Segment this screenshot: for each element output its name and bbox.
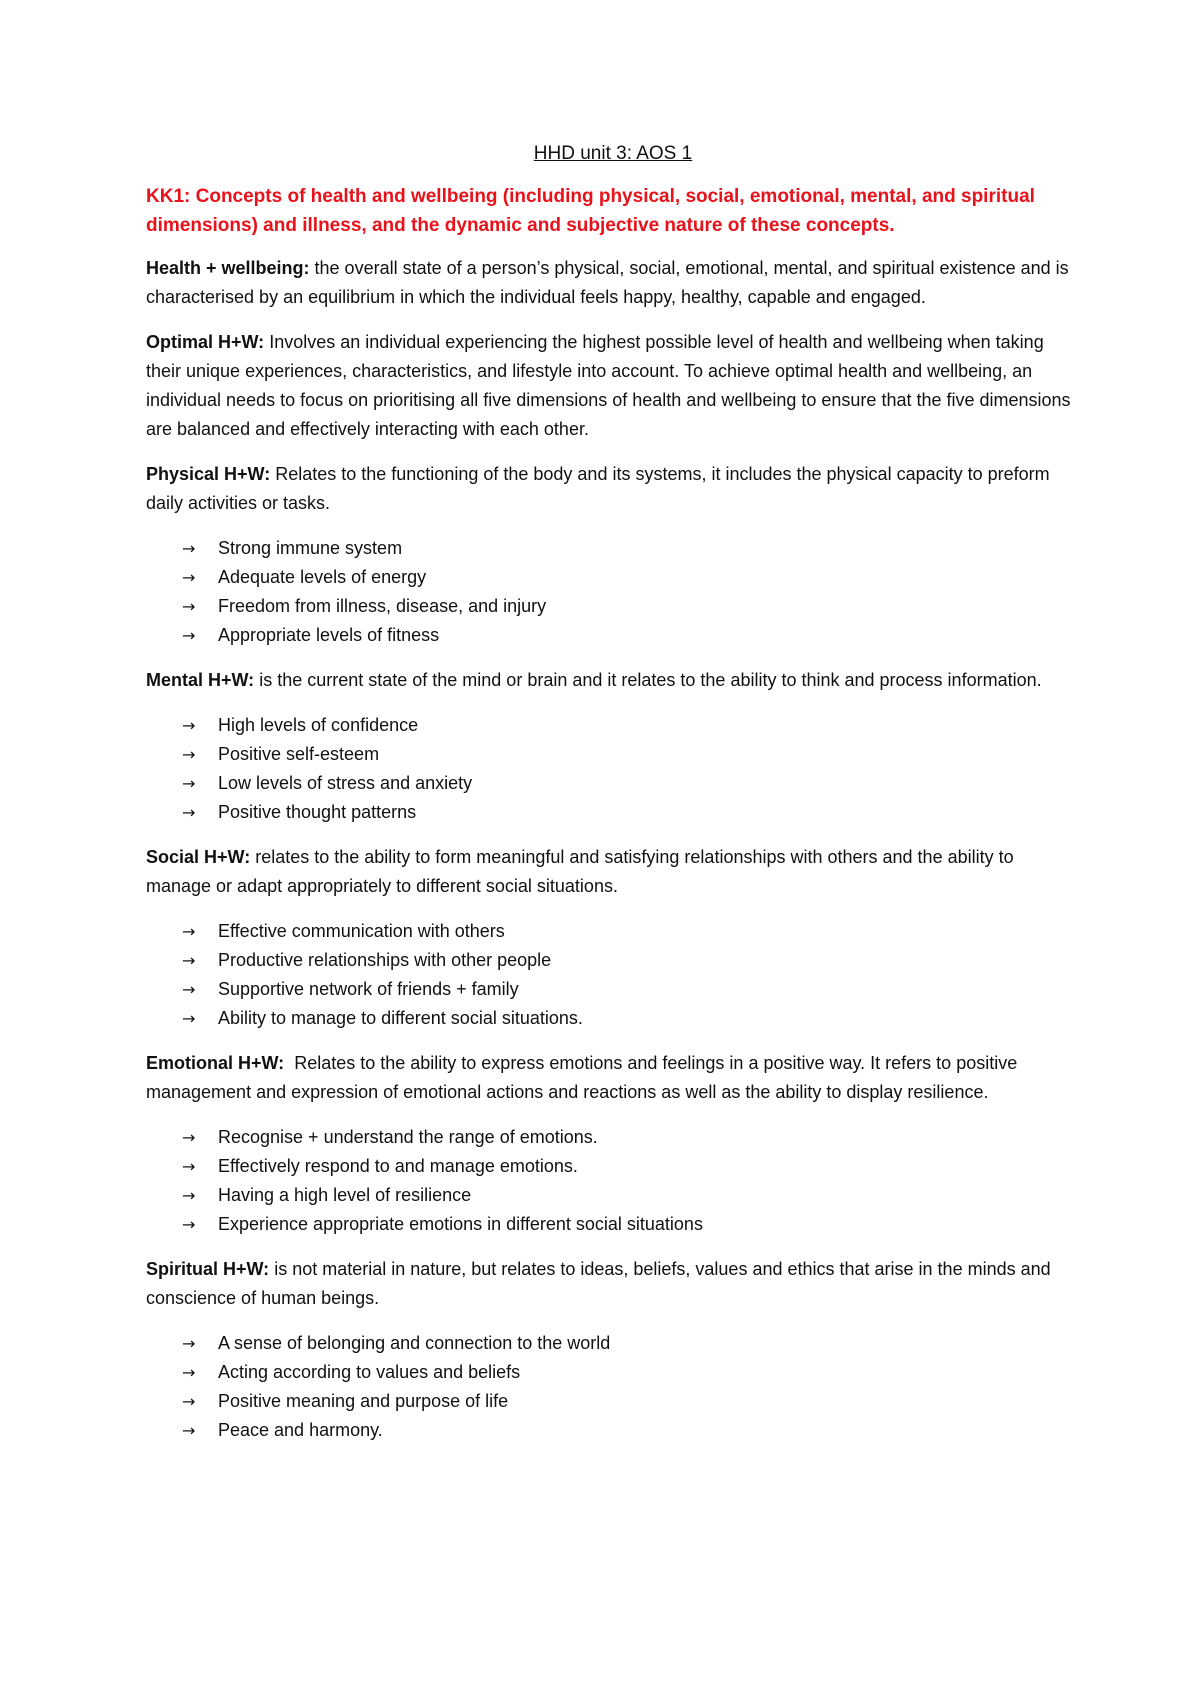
definition-text: relates to the ability to form meaningful and satisfying relationships with others and the ability to manage or adapt appropriately to different social situations. (146, 847, 1019, 896)
list-item-text: Strong immune system (218, 538, 403, 558)
definition-term: Social H+W: (146, 847, 251, 867)
list-item-text: Positive meaning and purpose of life (218, 1391, 509, 1411)
definition-text: Relates to the functioning of the body and its systems, it includes the physical capacity to preform daily activities or tasks. (146, 464, 1055, 513)
arrow-right-icon: → (182, 1363, 196, 1382)
list-item-text: Adequate levels of energy (218, 567, 427, 587)
list-item-text: Appropriate levels of fitness (218, 625, 440, 645)
arrow-right-icon: → (182, 568, 196, 587)
list-item (182, 1416, 1080, 1445)
list-item-text: Peace and harmony. (218, 1420, 383, 1440)
bullet-list (146, 1329, 1080, 1445)
list-item (182, 563, 1080, 592)
list-item (182, 917, 1080, 946)
arrow-right-icon: → (182, 1009, 196, 1028)
definition-term: Mental H+W: (146, 670, 255, 690)
list-item-text: Recognise + understand the range of emotions. (218, 1127, 598, 1147)
definition-paragraph (146, 254, 1080, 312)
bullet-list (146, 1123, 1080, 1239)
definition-term: Health + wellbeing: (146, 258, 310, 278)
arrow-right-icon: → (182, 1157, 196, 1176)
list-item-text: Effective communication with others (218, 921, 505, 941)
list-item-text: Having a high level of resilience (218, 1185, 472, 1205)
list-item (182, 798, 1080, 827)
arrow-right-icon: → (182, 597, 196, 616)
list-item (182, 1358, 1080, 1387)
list-item (182, 1210, 1080, 1239)
definition-term: Optimal H+W: (146, 332, 265, 352)
list-item-text: A sense of belonging and connection to the world (218, 1333, 611, 1353)
arrow-right-icon: → (182, 539, 196, 558)
list-item-text: Positive self-esteem (218, 744, 380, 764)
list-item (182, 1004, 1080, 1033)
bullet-list (146, 711, 1080, 827)
list-item (182, 621, 1080, 650)
bullet-list (146, 534, 1080, 650)
list-item-text: Freedom from illness, disease, and injury (218, 596, 547, 616)
list-item (182, 1329, 1080, 1358)
arrow-right-icon: → (182, 922, 196, 941)
list-item-text: Ability to manage to different social situations. (218, 1008, 583, 1028)
list-item (182, 946, 1080, 975)
list-item-text: Positive thought patterns (218, 802, 417, 822)
definition-text: is the current state of the mind or brain and it relates to the ability to think and process information. (254, 670, 1042, 690)
key-knowledge-heading: KK1: Concepts of health and wellbeing (including physical, social, emotional, mental, and spiritual dimensions) and illness, and the dynamic and subjective nature of these concepts. (146, 186, 1035, 236)
list-item (182, 592, 1080, 621)
definition-text: the overall state of a person’s physical, social, emotional, mental, and spiritual existence and is characterised by an equilibrium in which the individual feels happy, healthy, capable and engaged. (146, 258, 1074, 307)
arrow-right-icon: → (182, 716, 196, 735)
list-item-text: Low levels of stress and anxiety (218, 773, 473, 793)
definition-text: is not material in nature, but relates to ideas, beliefs, values and ethics that arise in the minds and conscience of human beings. (146, 1259, 1056, 1308)
list-item-text: Effectively respond to and manage emotions. (218, 1156, 578, 1176)
list-item (182, 534, 1080, 563)
definition-term: Physical H+W: (146, 464, 271, 484)
list-item-text: Productive relationships with other people (218, 950, 552, 970)
definition-text: Involves an individual experiencing the highest possible level of health and wellbeing when taking their unique experiences, characteristics, and lifestyle into account. To achieve optimal health and wellbeing, an individual needs to focus on prioritising all five dimensions of health and wellbeing to ensure that the five dimensions are balanced and effectively interacting with each other. (146, 332, 1076, 439)
list-item (182, 1123, 1080, 1152)
definition-paragraph (146, 1049, 1080, 1107)
list-item-text: Supportive network of friends + family (218, 979, 519, 999)
arrow-right-icon: → (182, 980, 196, 999)
list-item (182, 769, 1080, 798)
arrow-right-icon: → (182, 803, 196, 822)
arrow-right-icon: → (182, 1186, 196, 1205)
list-item (182, 740, 1080, 769)
sections-container (146, 254, 1080, 1445)
list-item (182, 1181, 1080, 1210)
definition-paragraph (146, 1255, 1080, 1313)
list-item (182, 711, 1080, 740)
definition-term: Emotional H+W: (146, 1053, 285, 1073)
list-item (182, 975, 1080, 1004)
definition-term: Spiritual H+W: (146, 1259, 270, 1279)
list-item (182, 1152, 1080, 1181)
definition-text: Relates to the ability to express emotions and feelings in a positive way. It refers to positive management and expression of emotional actions and reactions as well as the ability to display resilience. (146, 1053, 1023, 1102)
arrow-right-icon: → (182, 1334, 196, 1353)
arrow-right-icon: → (182, 1128, 196, 1147)
list-item-text: Acting according to values and beliefs (218, 1362, 521, 1382)
arrow-right-icon: → (182, 626, 196, 645)
definition-paragraph (146, 843, 1080, 901)
definition-paragraph (146, 666, 1080, 695)
arrow-right-icon: → (182, 774, 196, 793)
list-item-text: High levels of confidence (218, 715, 419, 735)
definition-paragraph (146, 460, 1080, 518)
arrow-right-icon: → (182, 1421, 196, 1440)
arrow-right-icon: → (182, 1215, 196, 1234)
document-title: HHD unit 3: AOS 1 (533, 143, 693, 164)
list-item-text: Experience appropriate emotions in different social situations (218, 1214, 703, 1234)
bullet-list (146, 917, 1080, 1033)
arrow-right-icon: → (182, 951, 196, 970)
list-item (182, 1387, 1080, 1416)
arrow-right-icon: → (182, 1392, 196, 1411)
arrow-right-icon: → (182, 745, 196, 764)
definition-paragraph (146, 328, 1080, 444)
